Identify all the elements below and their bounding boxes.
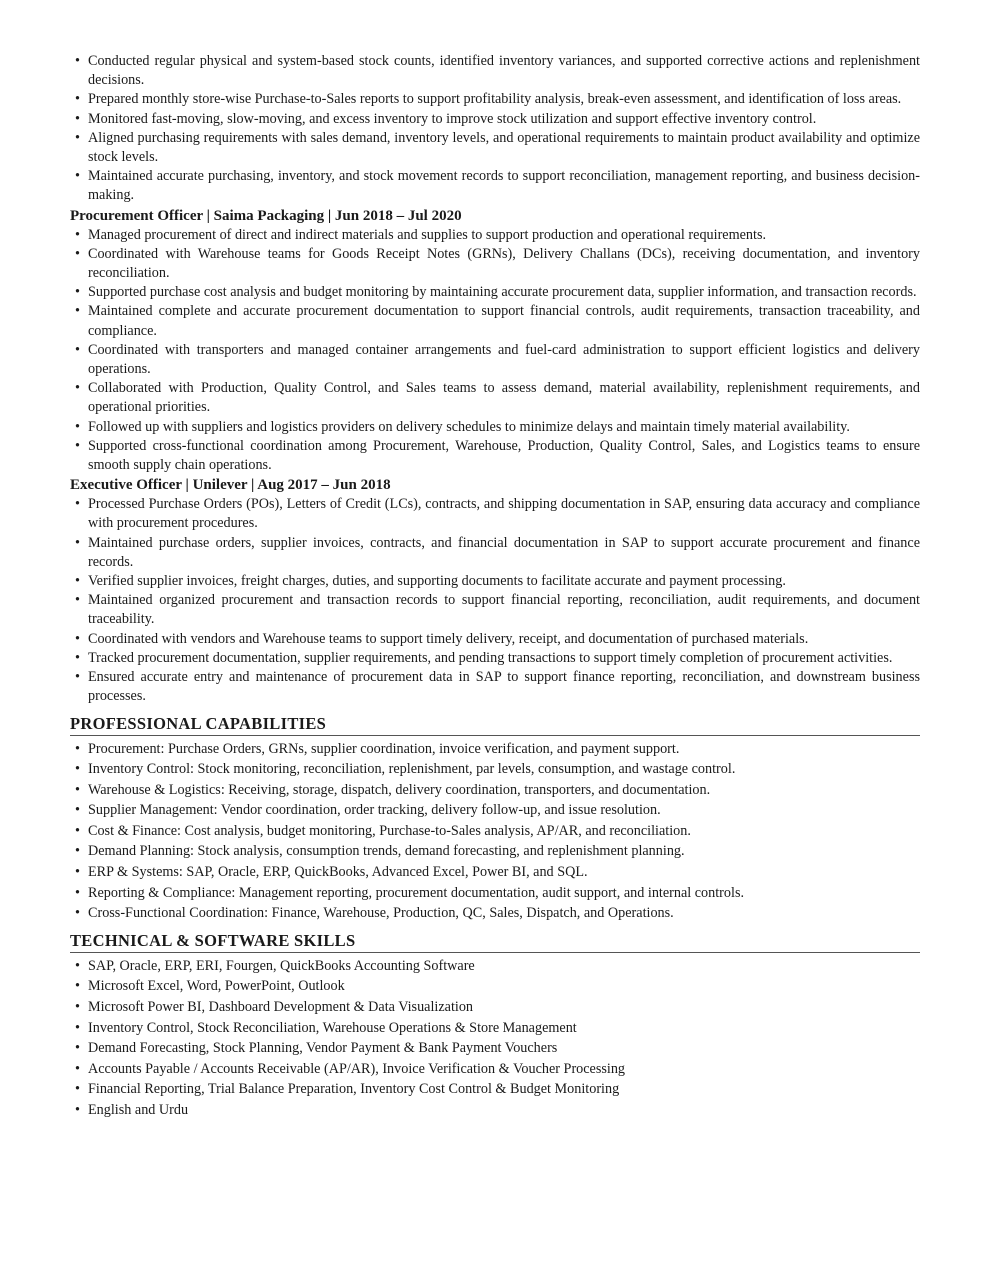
bullet-item: • Aligned purchasing requirements with sales demand, inventory levels, and operational requirements to maintain product availability and optimize stock levels. xyxy=(70,129,920,167)
skills-list xyxy=(70,956,920,1121)
capability-item: • Demand Planning: Stock analysis, consumption trends, demand forecasting, and replenishment planning. xyxy=(70,841,920,862)
bullet-item: • Maintained complete and accurate procurement documentation to support financial controls, audit requirements, transaction traceability, and compliance. xyxy=(70,302,920,340)
skill-item: • Accounts Payable / Accounts Receivable (AP/AR), Invoice Verification & Voucher Processing xyxy=(70,1059,920,1080)
section-heading-skills: TECHNICAL & SOFTWARE SKILLS xyxy=(70,930,920,953)
capability-item: • Supplier Management: Vendor coordination, order tracking, delivery follow-up, and issue resolution. xyxy=(70,800,920,821)
skill-item: • Inventory Control, Stock Reconciliation, Warehouse Operations & Store Management xyxy=(70,1018,920,1039)
capability-item: • Reporting & Compliance: Management reporting, procurement documentation, audit support, and internal controls. xyxy=(70,883,920,904)
bullet-item: • Managed procurement of direct and indirect materials and supplies to support production and operational requirements. xyxy=(70,226,920,245)
bullet-item: • Processed Purchase Orders (POs), Letters of Credit (LCs), contracts, and shipping documentation in SAP, ensuring data accuracy and compliance with procurement procedures. xyxy=(70,495,920,533)
skill-item: • Microsoft Power BI, Dashboard Development & Data Visualization xyxy=(70,997,920,1018)
skill-item: • SAP, Oracle, ERP, ERI, Fourgen, QuickBooks Accounting Software xyxy=(70,956,920,977)
bullet-item: • Monitored fast-moving, slow-moving, and excess inventory to improve stock utilization and support effective inventory control. xyxy=(70,110,920,129)
bullet-item: • Collaborated with Production, Quality Control, and Sales teams to assess demand, material availability, replenishment requirements, and operational priorities. xyxy=(70,379,920,417)
job-bullets-procurement-officer xyxy=(70,226,920,476)
job-title-procurement-officer: Procurement Officer | Saima Packaging | Jun 2018 – Jul 2020 xyxy=(70,207,462,224)
bullet-item: • Maintained organized procurement and transaction records to support financial reporting, reconciliation, audit requirements, and document traceability. xyxy=(70,591,920,629)
capability-item: • Inventory Control: Stock monitoring, reconciliation, replenishment, par levels, consumption, and wastage control. xyxy=(70,759,920,780)
bullet-item: • Supported cross-functional coordination among Procurement, Warehouse, Production, Quality Control, Sales, and Logistics teams to ensure smooth supply chain operations. xyxy=(70,437,920,475)
bullet-item: • Coordinated with vendors and Warehouse teams to support timely delivery, receipt, and documentation of purchased materials. xyxy=(70,630,920,649)
capability-item: • Cost & Finance: Cost analysis, budget monitoring, Purchase-to-Sales analysis, AP/AR, and reconciliation. xyxy=(70,821,920,842)
job-bullets-executive-officer xyxy=(70,495,920,706)
job-title-executive-officer: Executive Officer | Unilever | Aug 2017 – Jun 2018 xyxy=(70,477,391,494)
bullet-item: • Conducted regular physical and system-based stock counts, identified inventory variances, and supported corrective actions and replenishment decisions. xyxy=(70,52,920,90)
capabilities-list xyxy=(70,739,920,924)
bullet-item: • Supported purchase cost analysis and budget monitoring by maintaining accurate procurement data, supplier information, and transaction records. xyxy=(70,283,920,302)
skill-item: • Financial Reporting, Trial Balance Preparation, Inventory Cost Control & Budget Monitoring xyxy=(70,1079,920,1100)
bullet-item: • Maintained accurate purchasing, inventory, and stock movement records to support reconciliation, management reporting, and business decision-making. xyxy=(70,167,920,205)
bullet-item: • Coordinated with transporters and managed container arrangements and fuel-card administration to support efficient logistics and delivery operations. xyxy=(70,341,920,379)
bullet-item: • Coordinated with Warehouse teams for Goods Receipt Notes (GRNs), Delivery Challans (DCs), receiving documentation, and inventory reconciliation. xyxy=(70,245,920,283)
bullet-item: • Verified supplier invoices, freight charges, duties, and supporting documents to facilitate accurate and payment processing. xyxy=(70,572,920,591)
capability-item: • Warehouse & Logistics: Receiving, storage, dispatch, delivery coordination, transporters, and documentation. xyxy=(70,780,920,801)
skill-item: • English and Urdu xyxy=(70,1100,920,1121)
capability-item: • Cross-Functional Coordination: Finance, Warehouse, Production, QC, Sales, Dispatch, and Operations. xyxy=(70,903,920,924)
bullet-item: • Prepared monthly store-wise Purchase-to-Sales reports to support profitability analysis, break-even assessment, and identification of loss areas. xyxy=(70,90,920,109)
skill-item: • Microsoft Excel, Word, PowerPoint, Outlook xyxy=(70,976,920,997)
section-heading-capabilities: PROFESSIONAL CAPABILITIES xyxy=(70,713,920,736)
bullet-item: • Maintained purchase orders, supplier invoices, contracts, and financial documentation in SAP to support accurate procurement and finance records. xyxy=(70,534,920,572)
capability-item: • ERP & Systems: SAP, Oracle, ERP, QuickBooks, Advanced Excel, Power BI, and SQL. xyxy=(70,862,920,883)
resume-page xyxy=(70,52,920,1121)
capability-item: • Procurement: Purchase Orders, GRNs, supplier coordination, invoice verification, and payment support. xyxy=(70,739,920,760)
bullet-item: • Tracked procurement documentation, supplier requirements, and pending transactions to support timely completion of procurement activities. xyxy=(70,649,920,668)
bullet-item: • Ensured accurate entry and maintenance of procurement data in SAP to support finance reporting, reconciliation, and downstream business processes. xyxy=(70,668,920,706)
skill-item: • Demand Forecasting, Stock Planning, Vendor Payment & Bank Payment Vouchers xyxy=(70,1038,920,1059)
prior-role-bullets xyxy=(70,52,920,206)
bullet-item: • Followed up with suppliers and logistics providers on delivery schedules to minimize delays and maintain timely material availability. xyxy=(70,418,920,437)
